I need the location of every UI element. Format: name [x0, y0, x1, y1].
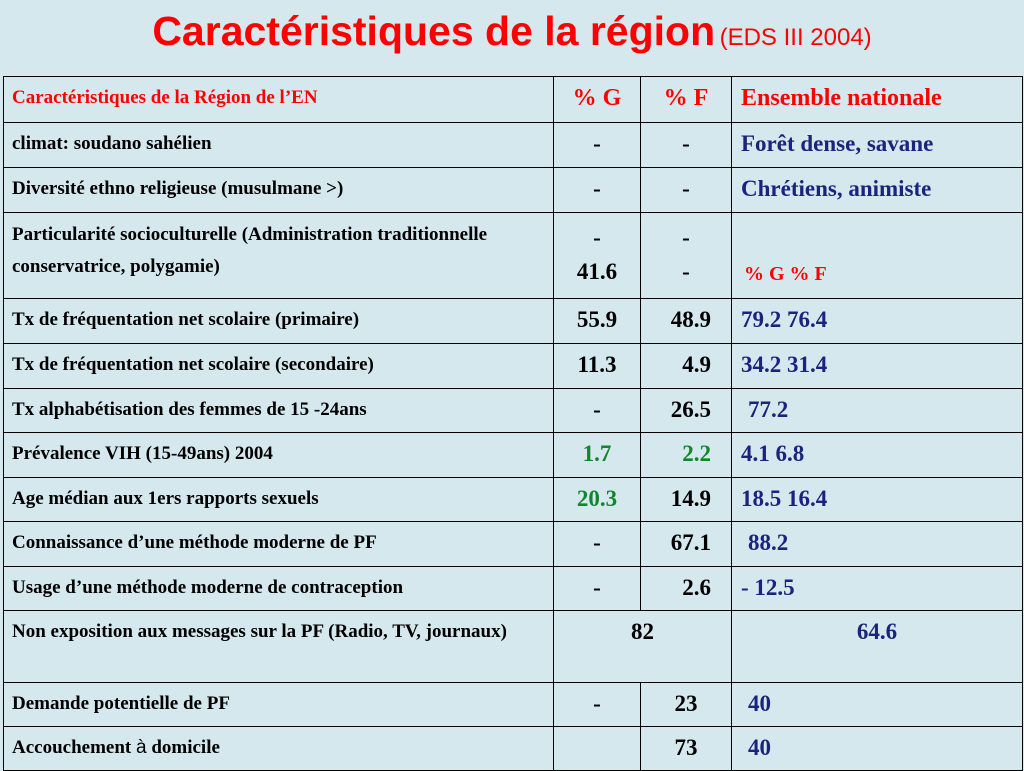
table-row	[4, 433, 1023, 478]
table-row	[4, 478, 1023, 522]
table-row	[4, 344, 1023, 389]
row-ens: 88.2	[732, 522, 1023, 567]
row-label: Non exposition aux messages sur la PF (Radio, TV, journaux)	[4, 611, 554, 683]
row-label: Age médian aux 1ers rapports sexuels	[4, 478, 554, 522]
row-ens: % G % F	[732, 213, 1023, 299]
table-row	[4, 522, 1023, 567]
row-f: 26.5	[641, 389, 732, 433]
title-main: Caractéristiques de la région	[152, 8, 716, 54]
row-g: -	[554, 567, 641, 611]
row-label-part: domicile	[146, 737, 220, 758]
row-f-bottom: -	[682, 259, 690, 284]
row-f: -	[641, 168, 732, 213]
row-g: -	[554, 123, 641, 168]
row-label-part: à	[136, 737, 147, 758]
row-g: -	[554, 522, 641, 567]
header-ens: Ensemble nationale	[732, 77, 1023, 123]
row-ens: 34.2 31.4	[732, 344, 1023, 389]
row-ens: 64.6	[732, 611, 1023, 683]
header-f: % F	[641, 77, 732, 123]
row-g	[554, 727, 641, 771]
row-f: 67.1	[641, 522, 732, 567]
row-f	[641, 213, 732, 299]
row-ens: Chrétiens, animiste	[732, 168, 1023, 213]
table-row	[4, 389, 1023, 433]
row-gf: 82	[554, 611, 732, 683]
row-label: Usage d’une méthode moderne de contraception	[4, 567, 554, 611]
row-f: 48.9	[641, 299, 732, 344]
row-f: 2.6	[641, 567, 732, 611]
row-g: -	[554, 389, 641, 433]
table-row	[4, 213, 1023, 299]
table-header-row	[4, 77, 1023, 123]
table-row	[4, 567, 1023, 611]
row-ens: 77.2	[732, 389, 1023, 433]
header-g: % G	[554, 77, 641, 123]
table-row	[4, 727, 1023, 771]
row-ens: 4.1 6.8	[732, 433, 1023, 478]
table-row	[4, 123, 1023, 168]
row-g: 11.3	[554, 344, 641, 389]
row-g-bottom: 41.6	[576, 259, 618, 284]
row-g: 1.7	[554, 433, 641, 478]
row-f: -	[641, 123, 732, 168]
row-label: climat: soudano sahélien	[4, 123, 554, 168]
row-g: 55.9	[554, 299, 641, 344]
row-g: 20.3	[554, 478, 641, 522]
table-row	[4, 683, 1023, 727]
row-label: Particularité socioculturelle (Administration traditionnelle conservatrice, polygamie)	[4, 213, 554, 299]
row-g-top: -	[593, 225, 601, 250]
slide-title	[0, 8, 1024, 55]
row-f-top: -	[682, 225, 690, 250]
row-ens: 18.5 16.4	[732, 478, 1023, 522]
characteristics-table	[3, 76, 1023, 771]
title-subtitle: (EDS III 2004)	[719, 24, 872, 51]
row-ens: 79.2 76.4	[732, 299, 1023, 344]
row-ens: - 12.5	[732, 567, 1023, 611]
row-f: 73	[641, 727, 732, 771]
row-f: 14.9	[641, 478, 732, 522]
row-g	[554, 213, 641, 299]
row-label: Prévalence VIH (15-49ans) 2004	[4, 433, 554, 478]
table-row	[4, 168, 1023, 213]
row-g: -	[554, 683, 641, 727]
row-g: -	[554, 168, 641, 213]
row-ens: Forêt dense, savane	[732, 123, 1023, 168]
row-label: Tx de fréquentation net scolaire (primaire)	[4, 299, 554, 344]
table-row	[4, 611, 1023, 683]
row-label: Tx de fréquentation net scolaire (secondaire)	[4, 344, 554, 389]
row-label: Connaissance d’une méthode moderne de PF	[4, 522, 554, 567]
row-label: Demande potentielle de PF	[4, 683, 554, 727]
row-ens: 40	[732, 727, 1023, 771]
row-ens: 40	[732, 683, 1023, 727]
row-label-part: Accouchement	[12, 737, 136, 758]
table-row	[4, 299, 1023, 344]
row-f: 4.9	[641, 344, 732, 389]
row-f: 23	[641, 683, 732, 727]
header-label: Caractéristiques de la Région de l’EN	[4, 77, 554, 123]
row-f: 2.2	[641, 433, 732, 478]
row-label: Tx alphabétisation des femmes de 15 -24ans	[4, 389, 554, 433]
row-label	[4, 727, 554, 771]
row-label: Diversité ethno religieuse (musulmane >)	[4, 168, 554, 213]
